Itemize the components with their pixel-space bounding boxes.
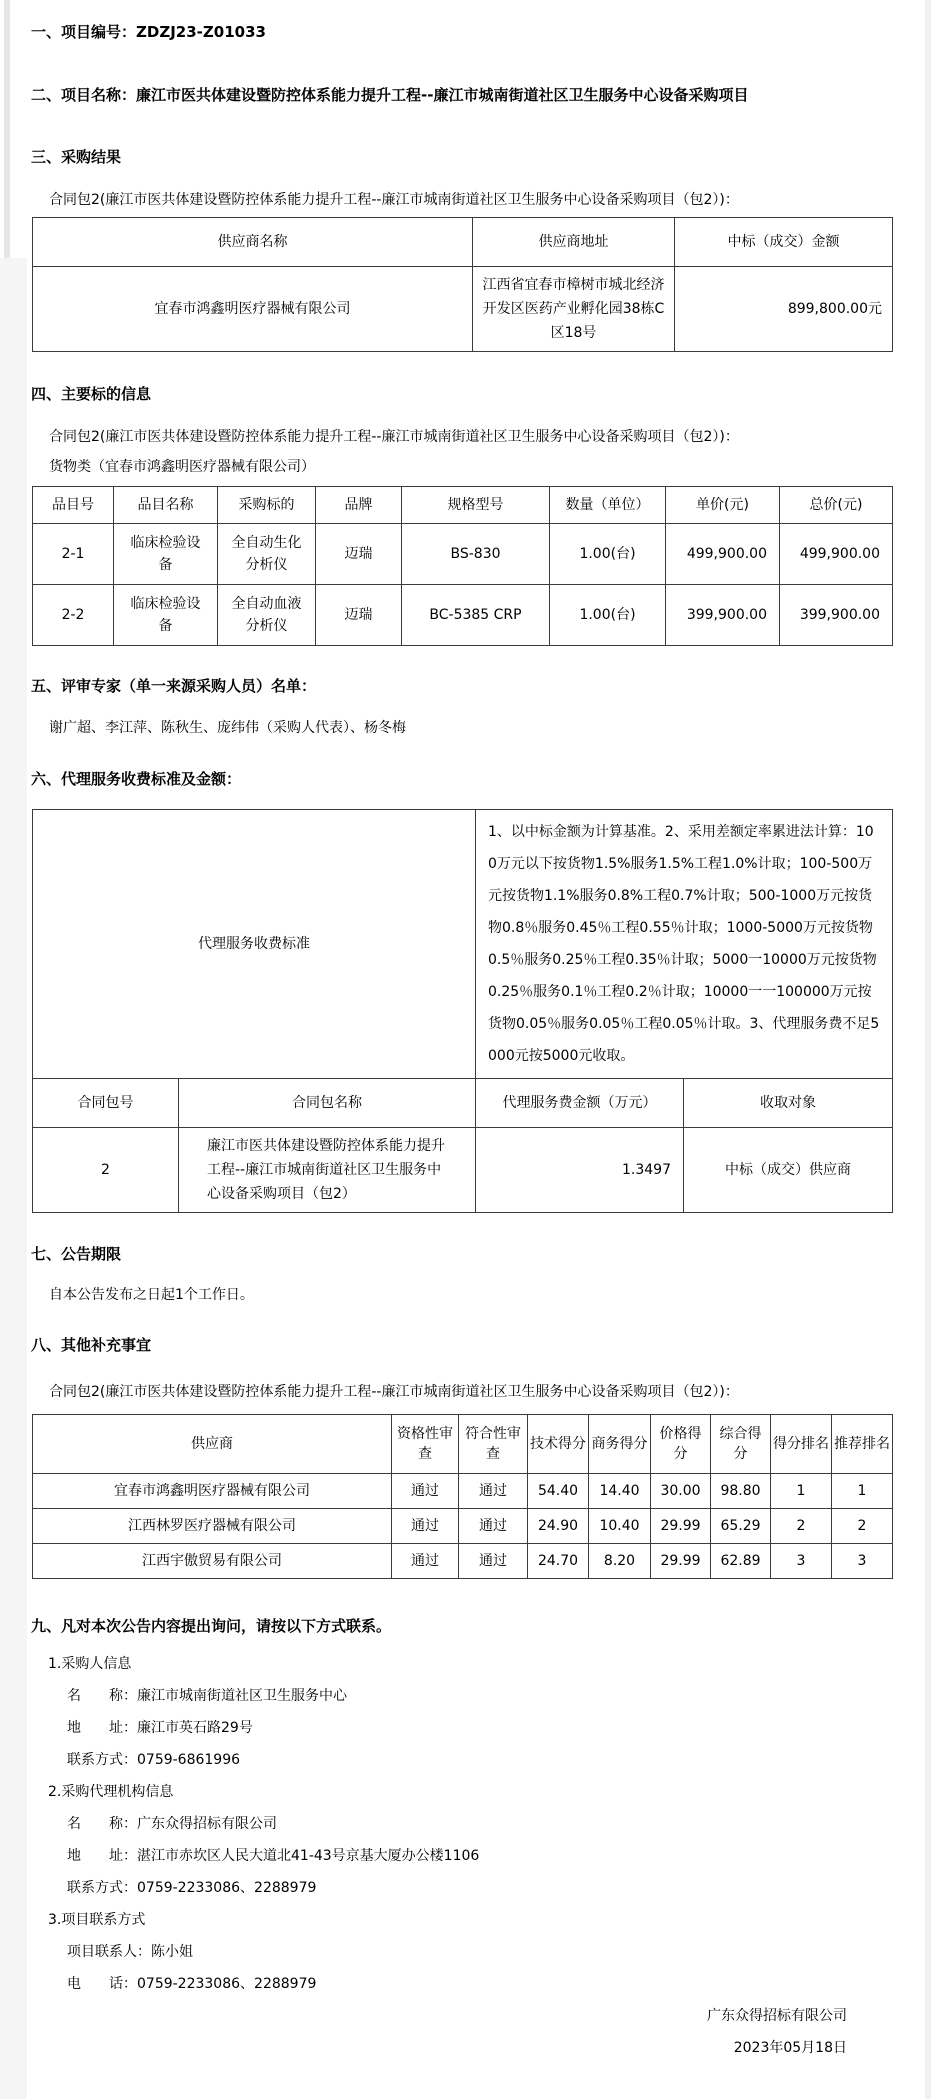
business-score-cell: 14.40 bbox=[589, 1474, 651, 1509]
table-row bbox=[33, 1474, 893, 1509]
buyer-address-line: 地 址：廉江市英石路29号 bbox=[67, 1720, 253, 1736]
column-header: 数量（单位） bbox=[550, 487, 666, 524]
column-header: 推荐排名 bbox=[832, 1415, 893, 1474]
section-heading-project-name: 二、项目名称：廉江市医共体建设暨防控体系能力提升工程--廉江市城南街道社区卫生服务中心设备采购项目 bbox=[31, 86, 749, 104]
brand-cell: 迈瑞 bbox=[316, 524, 402, 585]
section-heading-procurement-result: 三、采购结果 bbox=[31, 148, 122, 166]
fee-standard-text-cell: 1、以中标金额为计算基准。2、采用差额定率累进法计算：100万元以下按货物1.5%服务1.5%工程1.0%计取；100-500万元按货物1.1%服务0.8%工程0.7%计取；500-1000万元按货物0.8％服务0.45％工程0.55％计取；1000-5000万元按货物0.5％服务0.25％工程0.35％计取；5000一10000万元按货物0.25％服务0.1％工程0.2％计取；10000一一100000万元按货物0.05％服务0.05％工程0.05％计取。3、代理服务费不足5000元按5000元收取。 bbox=[476, 810, 893, 1079]
package-name-cell: 廉江市医共体建设暨防控体系能力提升工程--廉江市城南街道社区卫生服务中心设备采购项目（包2） bbox=[179, 1128, 476, 1213]
total-price-cell: 499,900.00 bbox=[780, 524, 893, 585]
item-no-cell: 2-2 bbox=[33, 585, 114, 646]
column-header: 合同包名称 bbox=[179, 1079, 476, 1128]
column-header: 供应商 bbox=[33, 1415, 392, 1474]
score-rank-cell: 3 bbox=[771, 1544, 832, 1579]
column-header: 单价(元) bbox=[666, 487, 780, 524]
column-header: 得分排名 bbox=[771, 1415, 832, 1474]
agent-info-title: 2.采购代理机构信息 bbox=[48, 1784, 174, 1800]
conformity-cell: 通过 bbox=[459, 1509, 528, 1544]
project-phone-line: 电 话：0759-2233086、2288979 bbox=[67, 1976, 317, 1992]
section-heading-notice-period: 七、公告期限 bbox=[31, 1245, 122, 1263]
subject-cell: 全自动血液分析仪 bbox=[218, 585, 316, 646]
quantity-cell: 1.00(台) bbox=[550, 585, 666, 646]
column-header: 供应商地址 bbox=[473, 218, 675, 267]
qualification-cell: 通过 bbox=[392, 1474, 459, 1509]
supplier-address-cell: 江西省宜春市樟树市城北经济开发区医药产业孵化园38栋C区18号 bbox=[473, 267, 675, 352]
table-header-row bbox=[33, 218, 893, 267]
business-score-cell: 10.40 bbox=[589, 1509, 651, 1544]
subject-cell: 全自动生化分析仪 bbox=[218, 524, 316, 585]
price-score-cell: 29.99 bbox=[651, 1509, 711, 1544]
total-price-cell: 399,900.00 bbox=[780, 585, 893, 646]
goods-category-line: 货物类（宜春市鸿鑫明医疗器械有限公司） bbox=[49, 459, 315, 475]
column-header: 规格型号 bbox=[402, 487, 550, 524]
section-heading-supplement: 八、其他补充事宜 bbox=[31, 1336, 152, 1354]
table-row bbox=[33, 1509, 893, 1544]
tech-score-cell: 54.40 bbox=[528, 1474, 589, 1509]
column-header: 中标（成交）金额 bbox=[675, 218, 893, 267]
column-header: 资格性审查 bbox=[392, 1415, 459, 1474]
score-rank-cell: 1 bbox=[771, 1474, 832, 1509]
buyer-name-line: 名 称：廉江市城南街道社区卫生服务中心 bbox=[67, 1688, 347, 1704]
recommend-rank-cell: 2 bbox=[832, 1509, 893, 1544]
fee-standard-row bbox=[33, 810, 893, 1079]
section-heading-experts: 五、评审专家（单一来源采购人员）名单： bbox=[31, 677, 317, 695]
qualification-cell: 通过 bbox=[392, 1544, 459, 1579]
package-intro-result: 合同包2(廉江市医共体建设暨防控体系能力提升工程--廉江市城南街道社区卫生服务中心设备采购项目（包2）)： bbox=[49, 192, 739, 208]
quantity-cell: 1.00(台) bbox=[550, 524, 666, 585]
agency-fee-table bbox=[32, 809, 893, 1213]
experts-list: 谢广超、李江萍、陈秋生、庞纬伟（采购人代表）、杨冬梅 bbox=[49, 720, 406, 736]
table-row bbox=[33, 1544, 893, 1579]
total-score-cell: 65.29 bbox=[711, 1509, 771, 1544]
brand-cell: 迈瑞 bbox=[316, 585, 402, 646]
items-table bbox=[32, 486, 893, 646]
column-header: 总价(元) bbox=[780, 487, 893, 524]
column-header: 商务得分 bbox=[589, 1415, 651, 1474]
table-row bbox=[33, 585, 893, 646]
column-header: 综合得分 bbox=[711, 1415, 771, 1474]
supplier-name-cell: 江西宇傲贸易有限公司 bbox=[33, 1544, 392, 1579]
model-cell: BS-830 bbox=[402, 524, 550, 585]
section-heading-agency-fee: 六、代理服务收费标准及金额： bbox=[31, 770, 242, 788]
buyer-phone-line: 联系方式：0759-6861996 bbox=[67, 1752, 241, 1768]
buyer-info-title: 1.采购人信息 bbox=[48, 1656, 132, 1672]
supplier-name-cell: 江西林罗医疗器械有限公司 bbox=[33, 1509, 392, 1544]
table-row bbox=[33, 524, 893, 585]
section-heading-project-number: 一、项目编号：ZDZJ23-Z01033 bbox=[31, 23, 266, 41]
section-heading-contact: 九、凡对本次公告内容提出询问，请按以下方式联系。 bbox=[31, 1617, 392, 1635]
column-header: 技术得分 bbox=[528, 1415, 589, 1474]
item-name-cell: 临床检验设备 bbox=[114, 585, 218, 646]
footer-date: 2023年05月18日 bbox=[733, 2040, 847, 2056]
supplier-name-cell: 宜春市鸿鑫明医疗器械有限公司 bbox=[33, 267, 473, 352]
package-intro-items: 合同包2(廉江市医共体建设暨防控体系能力提升工程--廉江市城南街道社区卫生服务中心设备采购项目（包2）)： bbox=[49, 429, 739, 445]
payer-cell: 中标（成交）供应商 bbox=[684, 1128, 893, 1213]
result-table bbox=[32, 217, 893, 352]
column-header: 合同包号 bbox=[33, 1079, 179, 1128]
fee-standard-label-cell: 代理服务收费标准 bbox=[33, 810, 476, 1079]
column-header: 代理服务费金额（万元） bbox=[476, 1079, 684, 1128]
qualification-cell: 通过 bbox=[392, 1509, 459, 1544]
column-header: 品目号 bbox=[33, 487, 114, 524]
column-header: 供应商名称 bbox=[33, 218, 473, 267]
unit-price-cell: 499,900.00 bbox=[666, 524, 780, 585]
recommend-rank-cell: 3 bbox=[832, 1544, 893, 1579]
table-header-row bbox=[33, 487, 893, 524]
fee-amount-cell: 1.3497 bbox=[476, 1128, 684, 1213]
total-score-cell: 98.80 bbox=[711, 1474, 771, 1509]
notice-period-text: 自本公告发布之日起1个工作日。 bbox=[49, 1287, 254, 1303]
unit-price-cell: 399,900.00 bbox=[666, 585, 780, 646]
item-no-cell: 2-1 bbox=[33, 524, 114, 585]
supplier-name-cell: 宜春市鸿鑫明医疗器械有限公司 bbox=[33, 1474, 392, 1509]
column-header: 价格得分 bbox=[651, 1415, 711, 1474]
column-header: 收取对象 bbox=[684, 1079, 893, 1128]
agent-phone-line: 联系方式：0759-2233086、2288979 bbox=[67, 1880, 317, 1896]
model-cell: BC-5385 CRP bbox=[402, 585, 550, 646]
package-intro-eval: 合同包2(廉江市医共体建设暨防控体系能力提升工程--廉江市城南街道社区卫生服务中心设备采购项目（包2）)： bbox=[49, 1384, 739, 1400]
section-heading-main-subject: 四、主要标的信息 bbox=[31, 385, 152, 403]
price-score-cell: 30.00 bbox=[651, 1474, 711, 1509]
evaluation-table bbox=[32, 1414, 893, 1579]
table-header-row bbox=[33, 1415, 893, 1474]
recommend-rank-cell: 1 bbox=[832, 1474, 893, 1509]
total-score-cell: 62.89 bbox=[711, 1544, 771, 1579]
agent-name-line: 名 称：广东众得招标有限公司 bbox=[67, 1816, 277, 1832]
table-header-row bbox=[33, 1079, 893, 1128]
table-row bbox=[33, 1128, 893, 1213]
column-header: 品牌 bbox=[316, 487, 402, 524]
conformity-cell: 通过 bbox=[459, 1474, 528, 1509]
agent-address-line: 地 址：湛江市赤坎区人民大道北41-43号京基大厦办公楼1106 bbox=[67, 1848, 480, 1864]
tech-score-cell: 24.90 bbox=[528, 1509, 589, 1544]
score-rank-cell: 2 bbox=[771, 1509, 832, 1544]
column-header: 采购标的 bbox=[218, 487, 316, 524]
table-row bbox=[33, 267, 893, 352]
business-score-cell: 8.20 bbox=[589, 1544, 651, 1579]
conformity-cell: 通过 bbox=[459, 1544, 528, 1579]
column-header: 品目名称 bbox=[114, 487, 218, 524]
column-header: 符合性审查 bbox=[459, 1415, 528, 1474]
tech-score-cell: 24.70 bbox=[528, 1544, 589, 1579]
award-amount-cell: 899,800.00元 bbox=[675, 267, 893, 352]
project-contact-title: 3.项目联系方式 bbox=[48, 1912, 146, 1928]
package-no-cell: 2 bbox=[33, 1128, 179, 1213]
footer-company: 广东众得招标有限公司 bbox=[707, 2008, 847, 2024]
project-contact-person-line: 项目联系人：陈小姐 bbox=[67, 1944, 193, 1960]
item-name-cell: 临床检验设备 bbox=[114, 524, 218, 585]
price-score-cell: 29.99 bbox=[651, 1544, 711, 1579]
